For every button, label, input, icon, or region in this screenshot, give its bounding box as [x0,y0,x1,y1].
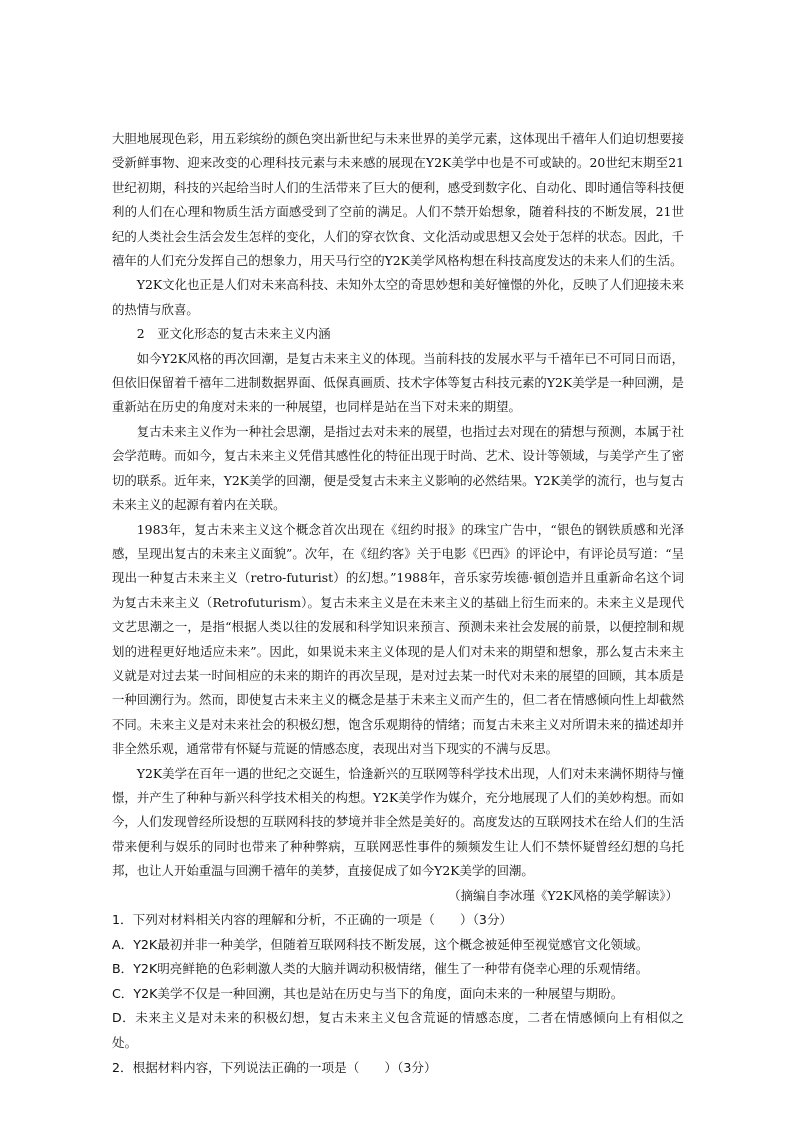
passage-paragraph-3: 如今Y2K风格的再次回潮，是复古未来主义的体现。当前科技的发展水平与千禧年已不可同日而语，但依旧保留着千禧年二进制数据界面、低保真画质、技术字体等复古科技元素的Y2K美学是一种回溯，是重新站在历史的角度对未来的一种展望，也同样是站在当下对未来的期望。 [112,350,684,415]
question-1-option-b: B．Y2K明亮鲜艳的色彩刺激人类的大脑并调动积极情绪，催生了一种带有侥幸心理的乐观情绪。 [112,961,649,977]
question-1-option-a: A．Y2K最初并非一种美学，但随着互联网科技不断发展，这个概念被延伸至视觉感官文化领域。 [112,936,649,952]
passage-paragraph-1: 大胆地展现色彩，用五彩缤纷的颜色突出新世纪与未来世界的美学元素，这体现出千禧年人们迫切想要接受新鲜事物、迎来改变的心理科技元素与未来感的展现在Y2K美学中也是不可或缺的。20世纪末期至21世纪初期，科技的兴起给当时人们的生活带来了巨大的便利，感受到数字化、自动化、即时通信等科技便利的人们在心理和物质生活方面感受到了空前的满足。人们不禁开始想象，随着科技的不断发展，21世纪的人类社会生活会发生怎样的变化，人们的穿衣饮食、文化活动或思想又会处于怎样的状态。因此，千禧年的人们充分发挥自己的想象力，用天马行空的Y2K美学风格构想在科技高度发达的未来人们的生活。 [112,131,684,269]
source-citation: （摘编自李冰瑾《Y2K风格的美学解读》） [448,887,678,903]
section-heading: 2 亚文化形态的复古未来主义内涵 [136,326,331,342]
question-2-stem: 2．根据材料内容，下列说法正确的一项是（ ）（3分） [112,1059,437,1075]
passage-paragraph-6: Y2K美学在百年一遇的世纪之交诞生，恰逢新兴的互联网等科学技术出现，人们对未来满怀期待与憧憬，并产生了种种与新兴科学技术相关的构想。Y2K美学作为媒介，充分地展现了人们的美妙构想。而如今，人们发现曾经所设想的互联网科技的梦境并非全然是美好的。高度发达的互联网技术在给人们的生活带来便利与娱乐的同时也带来了种种弊病，互联网恶性事件的频频发生让人们不禁怀疑曾经幻想的乌托邦，也让人开始重温与回溯千禧年的美梦，直接促成了如今Y2K美学的回潮。 [112,765,684,879]
document-page [112,127,684,1080]
passage-paragraph-2: Y2K文化也正是人们对未来高科技、未知外太空的奇思妙想和美好憧憬的外化，反映了人们迎接未来的热情与欣喜。 [112,277,684,317]
question-1-option-c: C．Y2K美学不仅是一种回溯，其也是站在历史与当下的角度，面向未来的一种展望与期盼。 [112,985,624,1001]
question-1-stem: 1．下列对材料相关内容的理解和分析，不正确的一项是（ ）（3分） [112,912,513,927]
passage-paragraph-5: 1983年，复古未来主义这个概念首次出现在《纽约时报》的珠宝广告中，“银色的钢铁质感和光泽感，呈现出复古的未来主义面貌”。次年，在《纽约客》关于电影《巴西》的评论中，有评论员写道：“呈现出一种复古未来主义（retro-futurist）的幻想。”1988年，音乐家劳埃德·頓创造并且重新命名这个词为复古未来主义（Retrofuturism）。复古未来主义是在未来主义的基础上衍生而来的。未来主义是现代文艺思潮之一，是指“根据人类以往的发展和科学知识来预言、预测未来社会发展的前景，以便控制和规划的进程更好地适应未来”。因此，如果说未来主义体现的是人们对未来的期望和想象，那么复古未来主义就是对过去某一时间相应的未来的期许的再次呈现，是对过去某一时代对未来的展望的回顾，其本质是一种回溯行为。然而，即使复古未来主义的概念是基于未来主义而产生的，但二者在情感倾向性上却截然不同。未来主义是对未来社会的积极幻想，饱含乐观期待的情绪；而复古未来主义对所谓未来的描述却并非全然乐观，通常带有怀疑与荒诞的情感态度，表现出对当下现实的不满与反思。 [112,521,684,757]
question-1-option-d: D．未来主义是对未来的积极幻想，复古未来主义包含荒诞的情感态度，二者在情感倾向上有相似之处。 [112,1010,684,1050]
passage-paragraph-4: 复古未来主义作为一种社会思潮，是指过去对未来的展望，也指过去对现在的猜想与预测，本属于社会学范畴。而如今，复古未来主义凭借其感性化的特征出现于时尚、艺术、设计等领域，与美学产生了密切的联系。近年来，Y2K美学的回潮，便是受复古未来主义影响的必然结果。Y2K美学的流行，也与复古未来主义的起源有着内在关联。 [112,423,684,513]
